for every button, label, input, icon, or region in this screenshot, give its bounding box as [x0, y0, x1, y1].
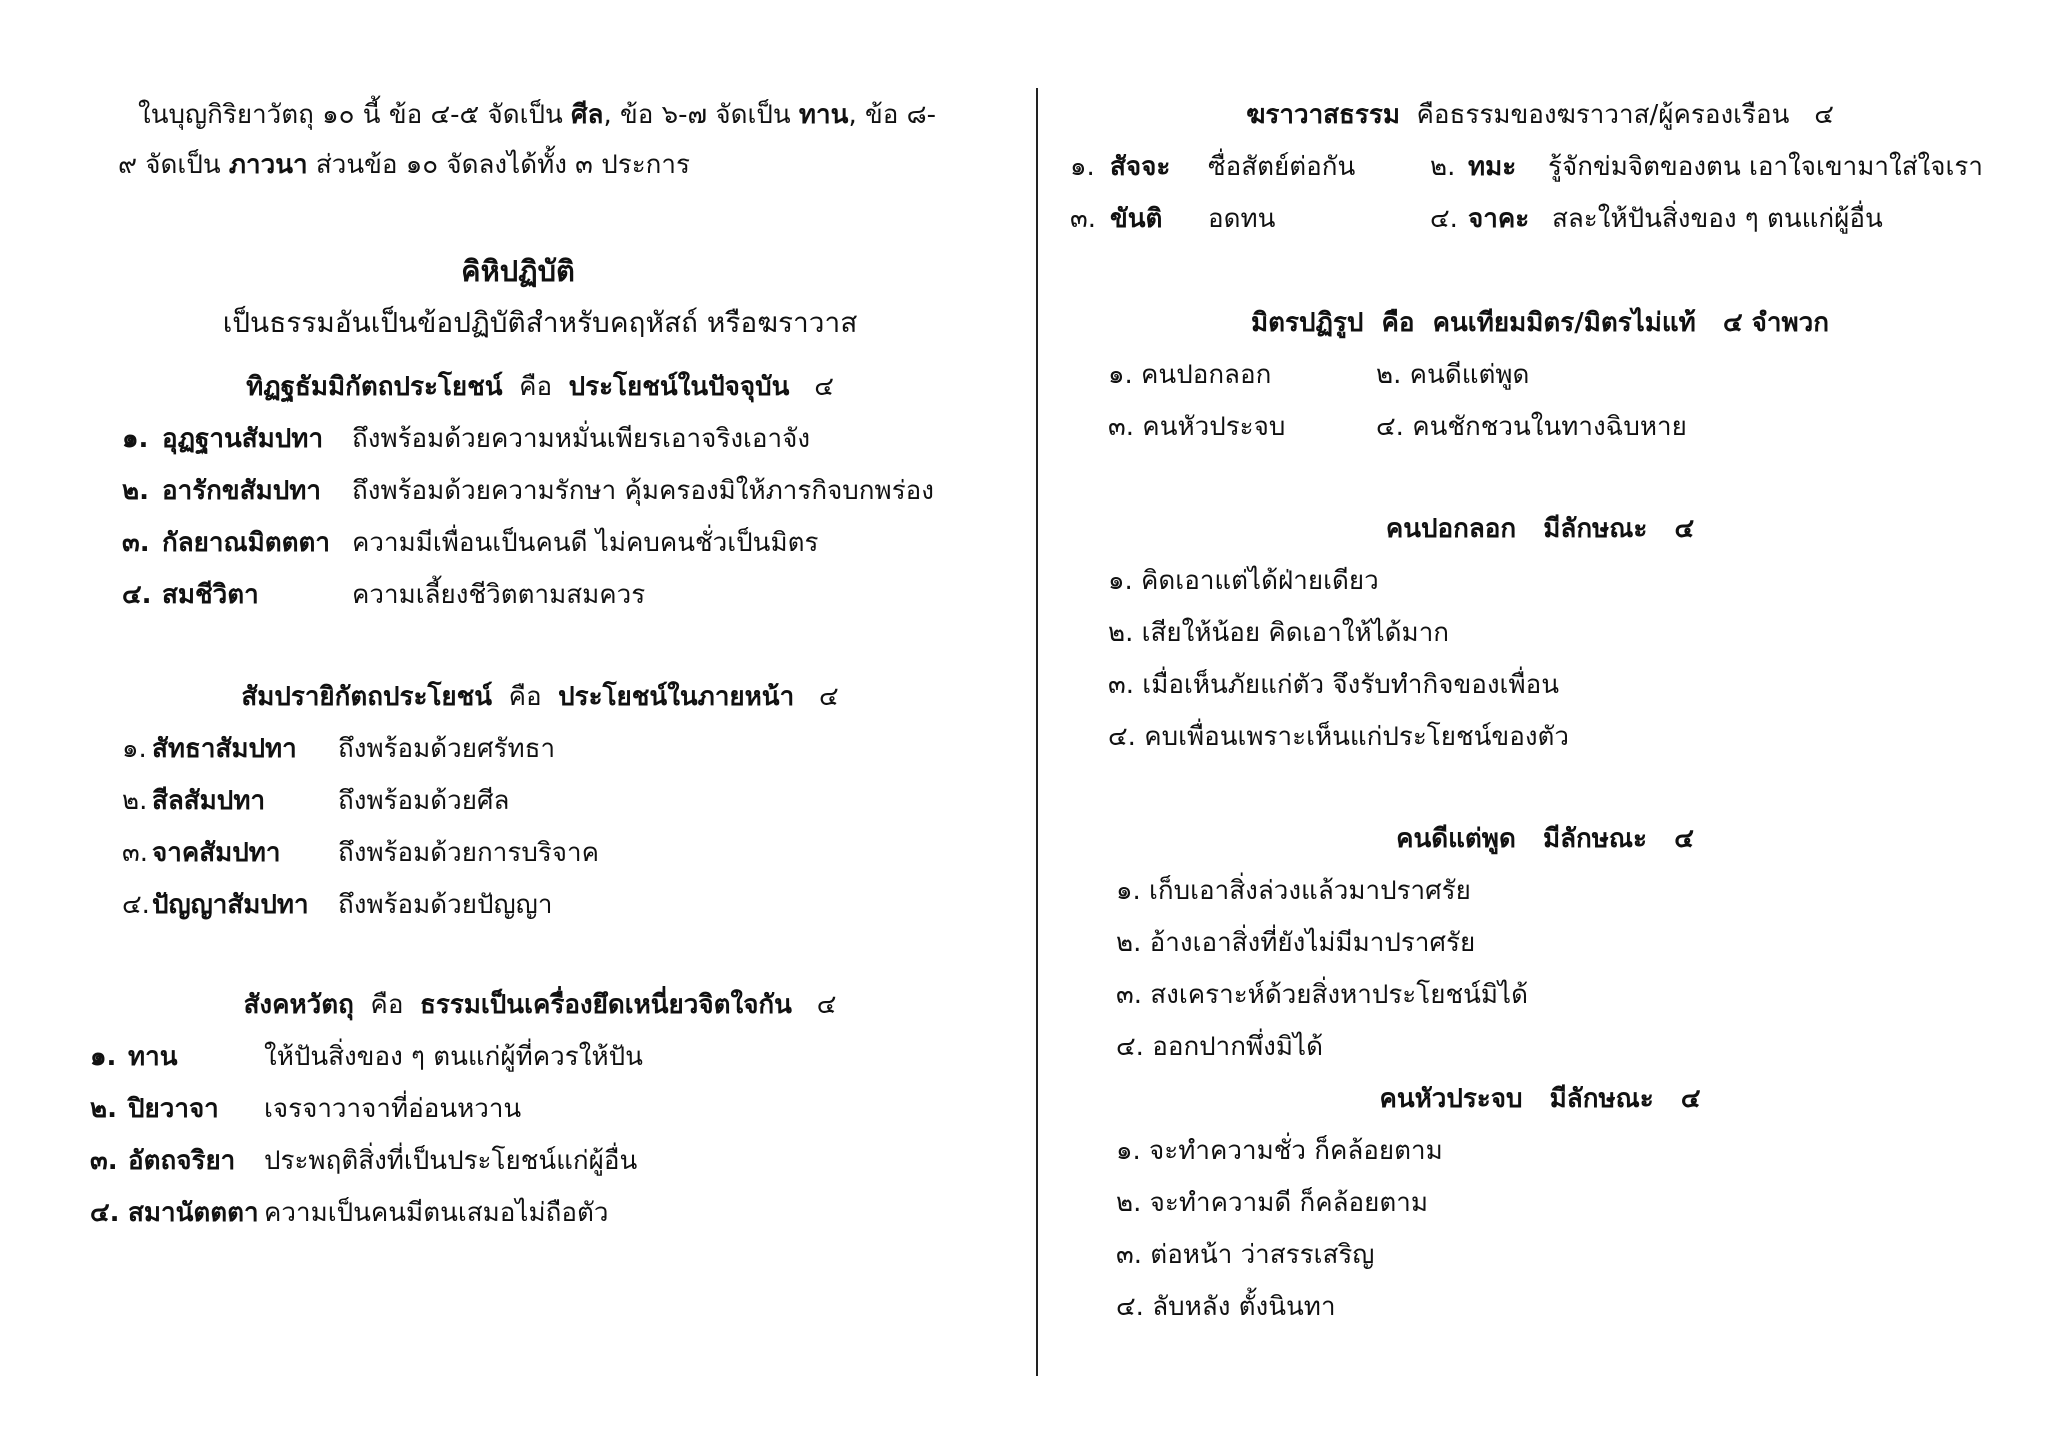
item-number: ๔.	[1430, 204, 1458, 234]
item-number: ๔.	[122, 890, 150, 920]
section-heading-mittapatirupa: มิตรปฏิรูป คือ คนเทียมมิตร/มิตรไม่แท้ ๔ จำพวก	[1250, 308, 1829, 338]
item-description: ถึงพร้อมด้วยความหมั่นเพียรเอาจริงเอาจัง	[352, 424, 811, 454]
item-number: ๓.	[90, 1146, 118, 1176]
section-heading-hua-prachop: คนหัวประจบ มีลักษณะ ๔	[1379, 1084, 1701, 1114]
item-term: อุฏฐานสัมปทา	[162, 424, 324, 454]
list-item: ๓. ต่อหน้า ว่าสรรเสริญ	[1116, 1240, 1375, 1270]
item-description: ประพฤติสิ่งที่เป็นประโยชน์แก่ผู้อื่น	[264, 1146, 638, 1176]
item-description: ให้ปันสิ่งของ ๆ ตนแก่ผู้ที่ควรให้ปัน	[264, 1042, 643, 1072]
item-description: ถึงพร้อมด้วยความรักษา คุ้มครองมิให้ภารกิจบกพร่อง	[352, 476, 934, 506]
section-heading-samparayika: สัมปรายิกัตถประโยชน์ คือ ประโยชน์ในภายหน้า ๔	[241, 682, 839, 712]
item-term: ทาน	[128, 1042, 178, 1072]
item-number: ๒.	[122, 786, 148, 816]
list-item: ๓. คนหัวประจบ	[1108, 412, 1286, 442]
item-number: ๓.	[1070, 204, 1097, 234]
item-number: ๒.	[122, 476, 150, 506]
list-item: ๒. อ้างเอาสิ่งที่ยังไม่มีมาปราศรัย	[1116, 928, 1476, 958]
section-heading-kharavasa: ฆราวาสธรรม คือธรรมของฆราวาส/ผู้ครองเรือน ๔	[1246, 100, 1834, 130]
item-term: จาคสัมปทา	[152, 838, 281, 868]
item-term: ขันติ	[1110, 204, 1163, 234]
list-item: ๑. จะทำความชั่ว ก็คล้อยตาม	[1116, 1136, 1443, 1166]
item-number: ๒.	[90, 1094, 118, 1124]
list-item: ๒. เสียให้น้อย คิดเอาให้ได้มาก	[1108, 618, 1450, 648]
list-item: ๔. คนชักชวนในทางฉิบหาย	[1376, 412, 1687, 442]
item-number: ๒.	[1430, 152, 1456, 182]
item-number: ๑.	[90, 1042, 117, 1072]
section-heading-pokklok: คนปอกลอก มีลักษณะ ๔	[1385, 514, 1695, 544]
section-heading-sangahavatthu: สังคหวัตถุ คือ ธรรมเป็นเครื่องยึดเหนี่ยวจิตใจกัน ๔	[243, 990, 837, 1020]
item-term: กัลยาณมิตตตา	[162, 528, 331, 558]
list-item: ๔. คบเพื่อนเพราะเห็นแก่ประโยชน์ของตัว	[1108, 722, 1569, 752]
item-number: ๓.	[122, 838, 149, 868]
intro-line-2: ๙ จัดเป็น ภาวนา ส่วนข้อ ๑๐ จัดลงได้ทั้ง ๓ ประการ	[118, 150, 690, 180]
page-subtitle: เป็นธรรมอันเป็นข้อปฏิบัติสำหรับคฤหัสถ์ หรือฆราวาส	[222, 306, 858, 339]
item-term: สมานัตตตา	[128, 1198, 259, 1228]
item-term: ทมะ	[1468, 152, 1517, 182]
section-heading-dee-tae-phut: คนดีแต่พูด มีลักษณะ ๔	[1396, 824, 1694, 854]
item-term: จาคะ	[1468, 204, 1530, 234]
item-description: อดทน	[1208, 204, 1276, 234]
item-number: ๔.	[90, 1198, 120, 1228]
item-description: ความเลี้ยงชีวิตตามสมควร	[352, 580, 646, 610]
list-item: ๑. คิดเอาแต่ได้ฝ่ายเดียว	[1108, 566, 1379, 596]
column-divider	[1036, 88, 1038, 1376]
page-title: คิหิปฏิบัติ	[461, 254, 575, 288]
item-number: ๔.	[122, 580, 152, 610]
item-term: ปัญญาสัมปทา	[152, 890, 309, 920]
list-item: ๒. คนดีแต่พูด	[1376, 360, 1530, 390]
intro-line-1: ในบุญกิริยาวัตถุ ๑๐ นี้ ข้อ ๔-๕ จัดเป็น ศีล, ข้อ ๖-๗ จัดเป็น ทาน, ข้อ ๘-	[138, 100, 937, 130]
item-description: ถึงพร้อมด้วยปัญญา	[338, 890, 553, 920]
section-heading-ditthadhammika: ทิฏฐธัมมิกัตถประโยชน์ คือ ประโยชน์ในปัจจุบัน ๔	[246, 372, 834, 402]
list-item: ๒. จะทำความดี ก็คล้อยตาม	[1116, 1188, 1429, 1218]
item-number: ๑.	[1070, 152, 1095, 182]
item-description: ความเป็นคนมีตนเสมอไม่ถือตัว	[264, 1198, 609, 1228]
list-item: ๓. สงเคราะห์ด้วยสิ่งหาประโยชน์มิได้	[1116, 980, 1528, 1010]
item-term: สัทธาสัมปทา	[152, 734, 297, 764]
item-term: ปิยวาจา	[128, 1094, 219, 1124]
item-description: เจรจาวาจาที่อ่อนหวาน	[264, 1094, 522, 1124]
list-item: ๔. ลับหลัง ตั้งนินทา	[1116, 1292, 1336, 1322]
item-description: ความมีเพื่อนเป็นคนดี ไม่คบคนชั่วเป็นมิตร	[352, 528, 819, 558]
item-description: ถึงพร้อมด้วยการบริจาค	[338, 838, 600, 868]
list-item: ๑. เก็บเอาสิ่งล่วงแล้วมาปราศรัย	[1116, 876, 1471, 906]
list-item: ๓. เมื่อเห็นภัยแก่ตัว จึงรับทำกิจของเพื่อน	[1108, 670, 1559, 700]
item-term: อารักขสัมปทา	[162, 476, 321, 506]
item-description: ซื่อสัตย์ต่อกัน	[1208, 152, 1356, 182]
item-description: ถึงพร้อมด้วยศีล	[338, 786, 510, 816]
item-number: ๑.	[122, 734, 147, 764]
list-item: ๑. คนปอกลอก	[1108, 360, 1272, 390]
item-term: สัจจะ	[1110, 152, 1171, 182]
item-term: สมชีวิตา	[162, 580, 259, 610]
item-description: รู้จักข่มจิตของตน เอาใจเขามาใส่ใจเรา	[1548, 152, 1983, 182]
item-number: ๓.	[122, 528, 150, 558]
list-item: ๔. ออกปากพึ่งมิได้	[1116, 1032, 1323, 1062]
item-number: ๑.	[122, 424, 149, 454]
item-description: สละให้ปันสิ่งของ ๆ ตนแก่ผู้อื่น	[1552, 204, 1883, 234]
item-description: ถึงพร้อมด้วยศรัทธา	[338, 734, 556, 764]
item-term: อัตถจริยา	[128, 1146, 236, 1176]
item-term: สีลสัมปทา	[152, 786, 266, 816]
